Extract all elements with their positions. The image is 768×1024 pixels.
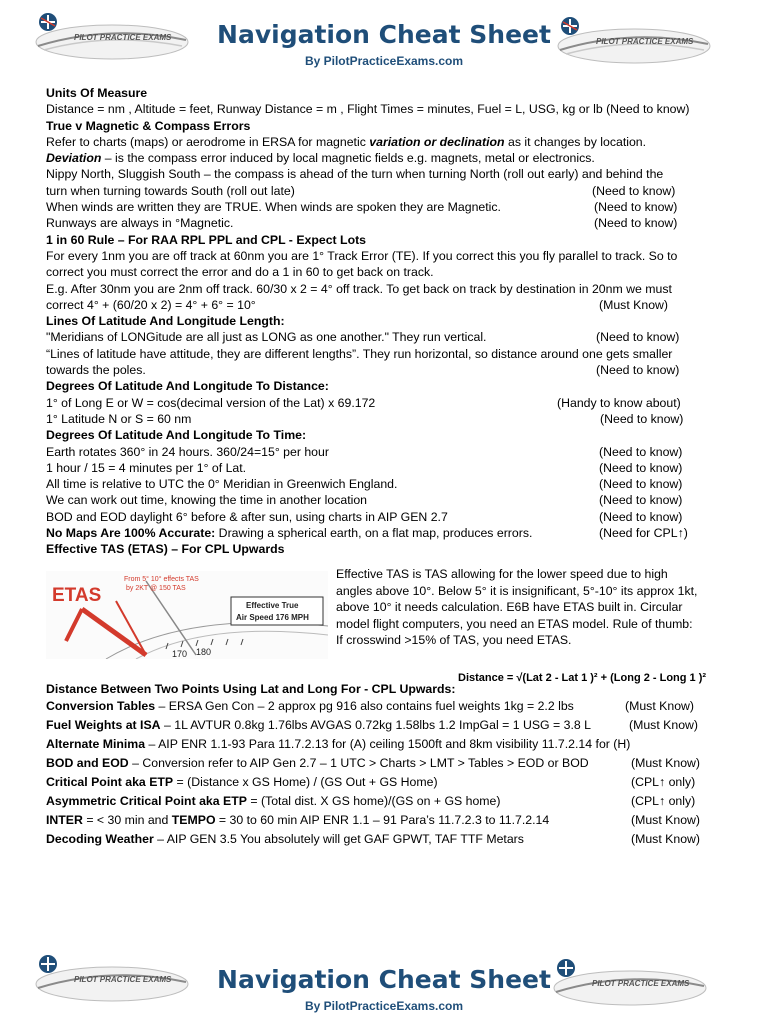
- text-line: [46, 411, 736, 427]
- line-text: 1 hour / 15 = 4 minutes per 1° of Lat.: [46, 460, 247, 475]
- section-heading: [46, 232, 736, 248]
- line-text: We can work out time, knowing the time in another location: [46, 493, 368, 508]
- line-text: Earth rotates 360° in 24 hours. 360/24=15° per hour: [46, 444, 329, 459]
- page-subtitle: By PilotPracticeExams.com: [304, 54, 464, 68]
- importance-tag: (Must Know): [631, 756, 701, 770]
- importance-tag: (Need to know): [599, 444, 683, 459]
- line-text: correct you must correct the error and do a 1 in 60 to get back on track.: [46, 265, 434, 280]
- summary-text: = (Distance x GS Home) / (GS Out + GS Home): [173, 775, 438, 789]
- importance-tag: (Need to know): [599, 493, 683, 508]
- text-line: [46, 297, 736, 313]
- summary-item: [46, 830, 736, 849]
- text-line: [46, 248, 736, 264]
- svg-text:Effective True: Effective True: [246, 601, 299, 610]
- text-line: [46, 395, 736, 411]
- footer-title: Navigation Cheat Sheet: [217, 965, 551, 994]
- summary-term: BOD and EOD: [46, 756, 129, 770]
- svg-text:From 5° 10° effects TAS: From 5° 10° effects TAS: [124, 576, 199, 583]
- text-line: [46, 101, 736, 117]
- summary-item: [46, 754, 736, 773]
- heading-text: Units Of Measure: [46, 86, 148, 100]
- summary-item: [46, 811, 736, 830]
- text-line: [46, 281, 736, 297]
- line-text: "Meridians of LONGitude are all just as LONG as one another." They run vertical.: [46, 330, 487, 345]
- importance-tag: (Need to know): [596, 363, 680, 378]
- importance-tag: (Need to know): [599, 509, 683, 524]
- line-text: correct 4° + (60/20 x 2) = 4° + 6° = 10°: [46, 297, 256, 312]
- importance-tag: (Need to know): [600, 411, 684, 426]
- importance-tag: (Must Know): [599, 297, 669, 312]
- section-heading: [46, 85, 736, 101]
- etas-line: Effective TAS is TAS allowing for the lower speed due to high: [336, 567, 668, 581]
- section-heading: [46, 427, 736, 443]
- text-line: [46, 509, 736, 525]
- line-text: towards the poles.: [46, 363, 146, 378]
- summary-term: Critical Point aka ETP: [46, 775, 174, 789]
- section-heading: [46, 541, 736, 557]
- line-text: When winds are written they are TRUE. When winds are spoken they are Magnetic.: [46, 200, 501, 215]
- distance-heading: Distance Between Two Points Using Lat and Long For - CPL Upwards:: [46, 682, 456, 696]
- svg-text:by 2KT @ 150 TAS: by 2KT @ 150 TAS: [126, 585, 186, 592]
- text-line: [46, 134, 736, 150]
- line-text: 1° of Long E or W = cos(decimal version of the Lat) x 69.172: [46, 395, 376, 410]
- svg-text:180: 180: [196, 647, 212, 657]
- heading-text: Degrees Of Latitude And Longitude To Time:: [46, 428, 307, 443]
- summary-term: Asymmetric Critical Point aka ETP: [46, 794, 247, 808]
- line-text: Drawing a spherical earth, on a flat map, produces errors.: [215, 526, 533, 541]
- summary-term: Decoding Weather: [46, 832, 154, 846]
- summary-text: – AIP ENR 1.1-93 Para 11.7.2.13 for (A) ceiling 1500ft and 8km visibility 11.7.2.14 for (H): [145, 737, 631, 751]
- line-text: BOD and EOD daylight 6° before & after sun, using charts in AIP GEN 2.7: [46, 509, 448, 524]
- section-heading: [46, 313, 736, 329]
- summary-item: [46, 735, 736, 754]
- summary-term: Fuel Weights at ISA: [46, 718, 161, 732]
- text-line: [46, 199, 736, 215]
- importance-tag: (Need to know): [596, 330, 680, 345]
- importance-tag: (CPL↑ only): [631, 775, 696, 789]
- svg-text:PILOT PRACTICE EXAMS: PILOT PRACTICE EXAMS: [74, 975, 172, 984]
- etas-line: angles above 10°. Below 5° it is insignificant, 5°-10° its approx 1kt,: [336, 583, 698, 598]
- summary-text: – ERSA Gen Con – 2 approx pg 916 also contains fuel weights 1kg = 2.2 lbs: [155, 699, 574, 713]
- heading-text: True v Magnetic & Compass Errors: [46, 118, 251, 133]
- summary-term: Alternate Minima: [46, 737, 146, 751]
- summary-text: = 30 to 60 min AIP ENR 1.1 – 91 Para’s 11.7.2.3 to 11.7.2.14: [215, 813, 550, 827]
- importance-tag: (Must Know): [631, 832, 701, 846]
- etas-description: [336, 566, 721, 649]
- etas-line: above 10° it needs calculation. E6B have ETAS built in. Circular: [336, 600, 683, 614]
- importance-tag: (Need to know): [599, 477, 683, 492]
- summary-list: [46, 697, 736, 849]
- importance-tag: (Must Know): [631, 813, 701, 827]
- section-heading: [46, 378, 736, 394]
- etas-diagram: [46, 571, 328, 659]
- svg-text:PILOT PRACTICE EXAMS: PILOT PRACTICE EXAMS: [596, 37, 694, 46]
- importance-tag: (Handy to know about): [557, 395, 681, 410]
- importance-tag: (Need to know): [594, 200, 678, 215]
- importance-tag: (Need for CPL↑): [599, 526, 688, 541]
- line-text: All time is relative to UTC the 0° Meridian in Greenwich England.: [46, 477, 398, 492]
- importance-tag: (Need to know): [592, 183, 676, 198]
- summary-item: [46, 716, 736, 735]
- heading-text: Degrees Of Latitude And Longitude To Distance:: [46, 379, 329, 394]
- line-text: Nippy North, Sluggish South – the compass is ahead of the turn when turning North (roll out early) and behind the: [46, 167, 664, 182]
- line-text: Distance = nm , Altitude = feet, Runway Distance = m , Flight Times = minutes, Fuel = L, USG, kg or lb (Need to know): [46, 102, 690, 117]
- summary-item: [46, 792, 736, 811]
- line-text: Refer to charts (maps) or aerodrome in ERSA for magnetic: [46, 134, 370, 149]
- importance-tag: (CPL↑ only): [631, 794, 696, 808]
- line-text: E.g. After 30nm you are 2nm off track. 60/30 x 2 = 4° off track. To get back on track by destination in 20nm we must: [46, 281, 672, 296]
- text-line: [46, 166, 736, 182]
- summary-term: TEMPO: [171, 813, 216, 827]
- footer-subtitle: By PilotPracticeExams.com: [304, 999, 464, 1013]
- line-text: as it changes by location.: [504, 134, 647, 149]
- summary-term: Conversion Tables: [46, 699, 156, 713]
- heading-text: Effective TAS (ETAS) – For CPL Upwards: [46, 542, 285, 557]
- line-text: 1° Latitude N or S = 60 nm: [46, 411, 192, 426]
- importance-tag: (Need to know): [599, 460, 683, 475]
- summary-term: INTER: [46, 813, 83, 827]
- line-text: – is the compass error induced by local magnetic fields e.g. magnets, metal or electronics.: [101, 151, 595, 166]
- text-line: [46, 476, 736, 492]
- cheat-sheet-body: [46, 85, 736, 558]
- summary-text: – Conversion refer to AIP Gen 2.7 – 1 UTC > Charts > LMT > Tables > EOD or BOD: [128, 756, 589, 770]
- heading-text: Lines Of Latitude And Longitude Length:: [46, 314, 285, 329]
- summary-text: – AIP GEN 3.5 You absolutely will get GAF GPWT, TAF TTF Metars: [153, 832, 524, 846]
- text-line: [46, 329, 736, 345]
- section-heading: [46, 118, 736, 134]
- text-line: [46, 460, 736, 476]
- summary-item: [46, 697, 736, 716]
- text-line: [46, 362, 736, 378]
- svg-text:Air Speed 176 MPH: Air Speed 176 MPH: [236, 613, 309, 622]
- importance-tag: (Must Know): [625, 699, 695, 713]
- bold-italic-term: variation or declination: [369, 134, 505, 149]
- summary-text: – 1L AVTUR 0.8kg 1.76lbs AVGAS 0.72kg 1.58lbs 1.2 ImpGal = 1 USG = 3.8 L: [160, 718, 591, 732]
- bold-italic-term: Deviation: [46, 151, 102, 166]
- text-line: [46, 215, 736, 231]
- svg-text:170: 170: [172, 649, 188, 659]
- svg-text:ETAS: ETAS: [52, 585, 102, 606]
- etas-line: If crosswind >15% of TAS, you need ETAS.: [336, 633, 572, 647]
- text-line: [46, 150, 736, 166]
- svg-text:PILOT PRACTICE EXAMS: PILOT PRACTICE EXAMS: [74, 33, 172, 42]
- bold-lead: No Maps Are 100% Accurate:: [46, 526, 216, 541]
- text-line: [46, 346, 736, 362]
- text-line: [46, 264, 736, 280]
- summary-text: = < 30 min and: [82, 813, 172, 827]
- line-text: For every 1nm you are off track at 60nm you are 1° Track Error (TE). If you correct this you fly parallel to track. So to: [46, 248, 678, 263]
- text-line: [46, 492, 736, 508]
- line-text: “Lines of latitude have attitude, they are different lengths”. They run horizontal, so distance around one gets smaller: [46, 346, 673, 361]
- importance-tag: (Need to know): [594, 216, 678, 231]
- svg-text:PILOT PRACTICE EXAMS: PILOT PRACTICE EXAMS: [592, 979, 690, 988]
- text-line: [46, 183, 736, 199]
- line-text: turn when turning towards South (roll out late): [46, 183, 295, 198]
- page-title: Navigation Cheat Sheet: [217, 20, 551, 49]
- etas-line: model flight computers, you need an ETAS model. Rule of thumb:: [336, 616, 693, 631]
- distance-formula: Distance = √(Lat 2 - Lat 1 )² + (Long 2 - Long 1 )²: [458, 672, 707, 684]
- heading-text: 1 in 60 Rule – For RAA RPL PPL and CPL - Expect Lots: [46, 232, 367, 247]
- importance-tag: (Must Know): [629, 718, 699, 732]
- summary-item: [46, 773, 736, 792]
- summary-text: = (Total dist. X GS home)/(GS on + GS home): [246, 794, 501, 808]
- line-text: Runways are always in °Magnetic.: [46, 216, 234, 231]
- text-line: [46, 525, 736, 541]
- text-line: [46, 444, 736, 460]
